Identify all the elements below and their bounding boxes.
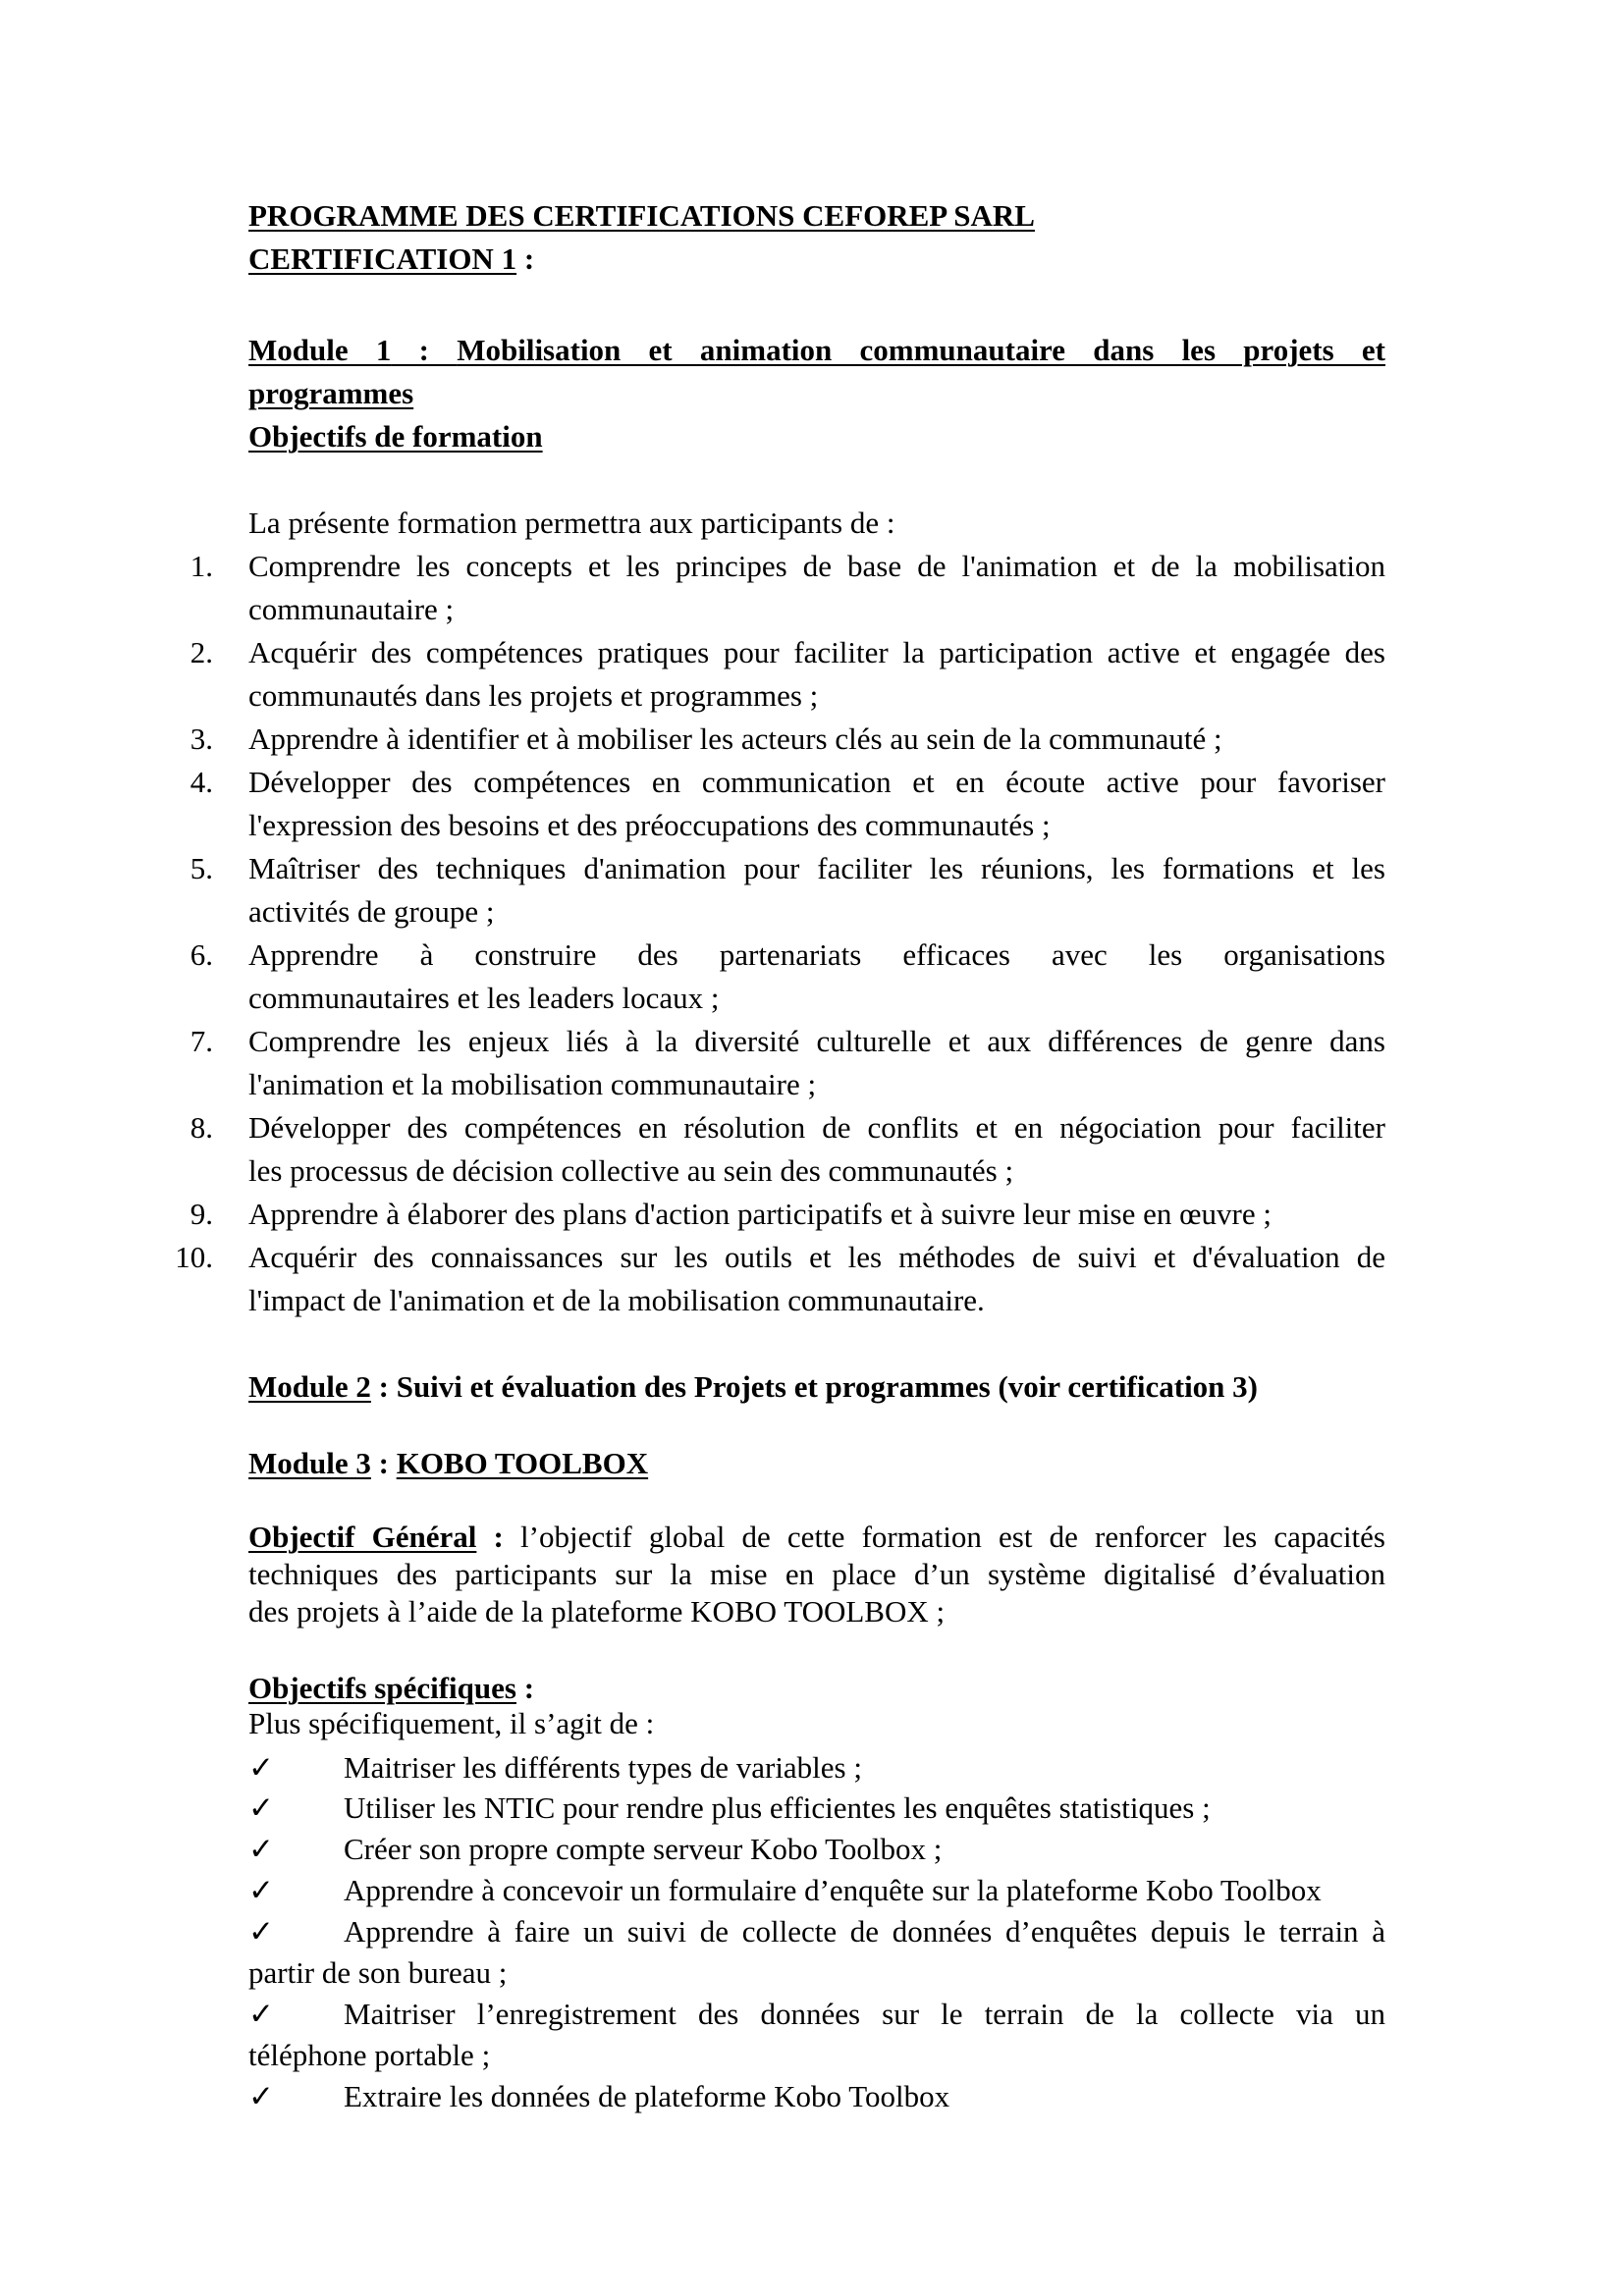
check-icon: ✓: [248, 1873, 274, 1907]
list-item-line: Apprendre à élaborer des plans d'action participatifs et à suivre leur mise en œuvre ;: [248, 1197, 1272, 1231]
check-icon: ✓: [248, 1914, 274, 1949]
list-item-line: communautaires et les leaders locaux ;: [248, 981, 720, 1015]
list-item-line: l'animation et la mobilisation communautaire ;: [248, 1067, 817, 1101]
check-icon: ✓: [248, 1790, 274, 1825]
checklist-item-cont: téléphone portable ;: [248, 2038, 491, 2072]
module1-title-line2: programmes: [248, 376, 414, 410]
list-item-line: les processus de décision collective au sein des communautés ;: [248, 1153, 1014, 1188]
check-icon: ✓: [248, 2079, 274, 2113]
list-item-number: 2.: [189, 635, 213, 669]
list-item-line: Comprendre les enjeux liés à la diversité culturelle et aux différences de genre dans: [248, 1024, 1385, 1058]
list-item-number: 4.: [189, 765, 213, 799]
module1-title-line1: Mobilisation et animation communautaire dans les projets et: [457, 333, 1386, 367]
list-item-number: 6.: [189, 937, 213, 972]
list-item-line: Acquérir des compétences pratiques pour faciliter la participation active et engagée des: [248, 635, 1385, 669]
module3-title: KOBO TOOLBOX: [396, 1446, 649, 1480]
certification-suffix: :: [516, 241, 535, 276]
list-item-number: 8.: [189, 1110, 213, 1145]
checklist-item: Extraire les données de plateforme Kobo Toolbox: [344, 2079, 950, 2113]
general-objective-line2: techniques des participants sur la mise en place d’un système digitalisé d’évaluation: [248, 1557, 1385, 1591]
module2-heading: [248, 1365, 1385, 1409]
module3-label: Module 3: [248, 1446, 371, 1480]
list-item-line: l'impact de l'animation et de la mobilisation communautaire.: [248, 1283, 985, 1317]
specific-objectives-heading: [248, 1670, 1385, 1707]
objectives-heading-text: Objectifs de formation: [248, 419, 543, 454]
list-item-line: communautaire ;: [248, 592, 455, 626]
list-item-line: l'expression des besoins et des préoccupations des communautés ;: [248, 808, 1051, 842]
module1-heading: [248, 329, 1385, 372]
module1-heading-cont: [248, 372, 1385, 415]
list-item-line: Développer des compétences en communication et en écoute active pour favoriser: [248, 765, 1385, 799]
list-item-line: Développer des compétences en résolution de conflits et en négociation pour faciliter: [248, 1110, 1385, 1145]
checklist-item: Apprendre à concevoir un formulaire d’enquête sur la plateforme Kobo Toolbox: [344, 1873, 1322, 1907]
general-objective-sep: :: [476, 1520, 504, 1554]
document-title-text: PROGRAMME DES CERTIFICATIONS CEFOREP SARL: [248, 198, 1035, 233]
check-icon: ✓: [248, 1832, 274, 1866]
checklist-item: Apprendre à faire un suivi de collecte de données d’enquêtes depuis le terrain à: [344, 1914, 1385, 1949]
module1-intro: La présente formation permettra aux participants de :: [248, 506, 895, 540]
module1-label: Module 1: [248, 333, 392, 367]
general-objective-text1: l’objectif global de cette formation est de renforcer les capacités: [503, 1520, 1385, 1554]
module2-label: Module 2: [248, 1369, 371, 1404]
list-item-number: 5.: [189, 851, 213, 885]
certification-heading: [248, 238, 1385, 281]
check-icon: ✓: [248, 1750, 274, 1785]
checklist-item: Maitriser l’enregistrement des données sur le terrain de la collecte via un: [344, 1997, 1385, 2031]
specific-objectives-intro: Plus spécifiquement, il s’agit de :: [248, 1706, 655, 1740]
checklist-item: Créer son propre compte serveur Kobo Toolbox ;: [344, 1832, 943, 1866]
general-objective-line3: des projets à l’aide de la plateforme KOBO TOOLBOX ;: [248, 1594, 946, 1629]
module3-heading: [248, 1442, 1385, 1485]
specific-objectives-label: Objectifs spécifiques: [248, 1671, 516, 1705]
module1-objectives-heading: [248, 415, 1385, 458]
general-objective-line1: [248, 1519, 1385, 1556]
list-item-number: 10.: [175, 1240, 213, 1274]
list-item-number: 7.: [189, 1024, 213, 1058]
general-objective-label: Objectif Général: [248, 1520, 477, 1554]
module3-sep: :: [370, 1446, 397, 1480]
module2-title: : Suivi et évaluation des Projets et programmes (voir certification 3): [370, 1369, 1258, 1404]
list-item-number: 3.: [189, 721, 213, 756]
list-item-line: Acquérir des connaissances sur les outils et les méthodes de suivi et d'évaluation de: [248, 1240, 1385, 1274]
certification-label: CERTIFICATION 1: [248, 241, 517, 276]
specific-objectives-sep: :: [515, 1671, 535, 1705]
list-item-line: communautés dans les projets et programmes ;: [248, 678, 819, 713]
list-item-line: Apprendre à construire des partenariats efficaces avec les organisations: [248, 937, 1385, 972]
check-icon: ✓: [248, 1997, 274, 2031]
list-item-line: activités de groupe ;: [248, 894, 495, 929]
list-item-line: Maîtriser des techniques d'animation pour faciliter les réunions, les formations et les: [248, 851, 1385, 885]
list-item-line: Apprendre à identifier et à mobiliser les acteurs clés au sein de la communauté ;: [248, 721, 1222, 756]
list-item-number: 9.: [189, 1197, 213, 1231]
checklist-item-cont: partir de son bureau ;: [248, 1955, 508, 1990]
list-item-line: Comprendre les concepts et les principes de base de l'animation et de la mobilisation: [248, 549, 1385, 583]
module1-sep: :: [391, 333, 458, 367]
checklist-item: Utiliser les NTIC pour rendre plus efficientes les enquêtes statistiques ;: [344, 1790, 1211, 1825]
document-title: [248, 194, 1385, 238]
checklist-item: Maitriser les différents types de variables ;: [344, 1750, 862, 1785]
list-item-number: 1.: [189, 549, 213, 583]
